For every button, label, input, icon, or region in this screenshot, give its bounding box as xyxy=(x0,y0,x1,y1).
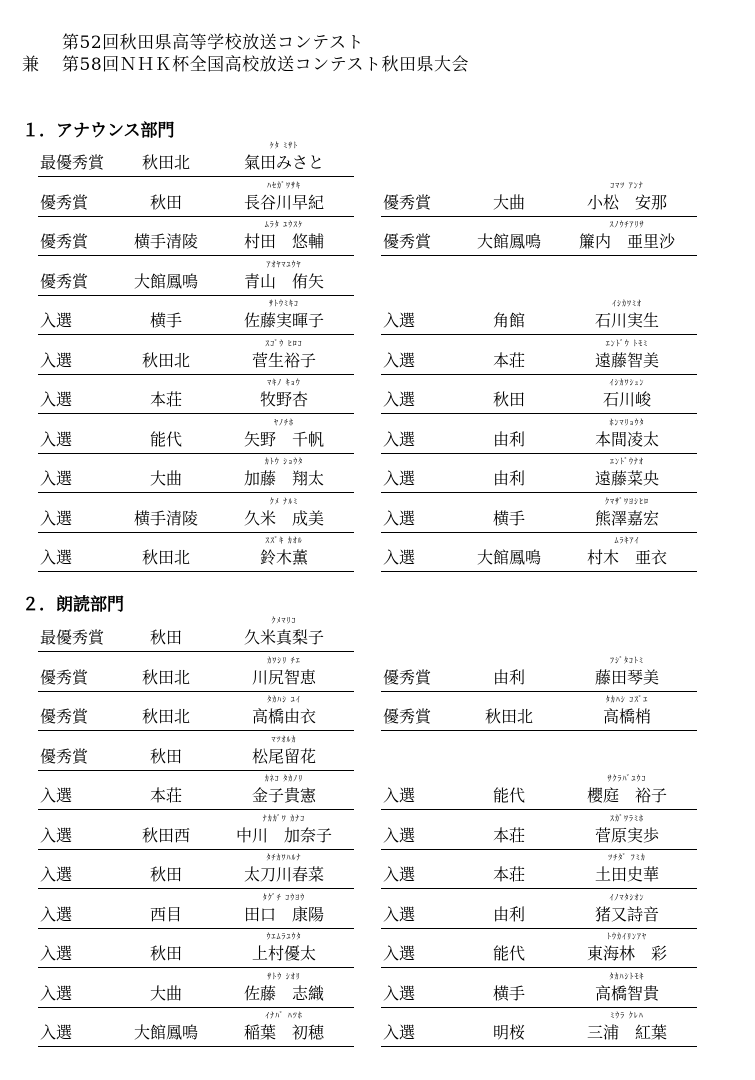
school-name: 秋田北 xyxy=(141,667,190,687)
result-row xyxy=(381,813,697,850)
result-row xyxy=(38,971,354,1008)
student-name: 川尻智恵 xyxy=(251,667,316,687)
name-furigana: ｲﾉﾏﾀｼｵﾝ xyxy=(609,892,645,902)
school-name: 大曲 xyxy=(149,469,182,488)
student-name: 佐藤 志織 xyxy=(243,983,324,1003)
name-furigana: ﾂﾁﾀﾞ ﾌﾐｶ xyxy=(608,853,646,862)
award-label: 優秀賞 xyxy=(383,707,432,726)
school-name: 由利 xyxy=(492,667,525,687)
name-furigana: ｻﾄｳﾐｷｺ xyxy=(269,299,299,308)
name-furigana: ｻﾄｳ ｼｵﾘ xyxy=(267,971,301,981)
student-name: 石川実生 xyxy=(594,311,659,330)
award-label: 入選 xyxy=(40,429,73,449)
result-row xyxy=(381,655,697,692)
student-name: 高橋智貴 xyxy=(594,983,659,1003)
name-furigana: ｺﾏﾂ ｱﾝﾅ xyxy=(610,180,644,190)
name-furigana: ｻｸﾗﾊﾞﾕｳｺ xyxy=(607,774,647,783)
student-name: 佐藤実暉子 xyxy=(243,311,324,330)
name-furigana: ｳｴﾑﾗﾕｳﾀ xyxy=(266,932,302,941)
award-label: 入選 xyxy=(383,429,416,449)
student-name: 稲葉 初穂 xyxy=(243,1023,324,1042)
school-name: 大館鳳鳴 xyxy=(133,1023,198,1042)
result-row xyxy=(381,535,697,572)
award-label: 入選 xyxy=(40,786,73,805)
result-row xyxy=(38,377,354,414)
result-row xyxy=(381,852,697,889)
award-label: 入選 xyxy=(40,548,73,567)
student-name: 土田史華 xyxy=(594,865,659,884)
student-name: 猪又詩音 xyxy=(594,904,659,924)
school-name: 大館鳳鳴 xyxy=(476,548,541,567)
result-row xyxy=(381,219,697,256)
name-furigana: ｶﾄｳ ｼｮｳﾀ xyxy=(264,457,304,466)
student-name: 加藤 翔太 xyxy=(243,469,324,488)
name-furigana: ｽｽﾞｷ ｶｵﾙ xyxy=(265,536,303,545)
student-name: 菅生裕子 xyxy=(251,350,316,370)
award-label: 入選 xyxy=(383,390,416,409)
student-name: 氣田みさと xyxy=(243,153,324,172)
student-name: 高橋由衣 xyxy=(251,707,316,726)
result-row xyxy=(38,931,354,968)
award-label: 入選 xyxy=(40,1023,73,1042)
award-label: 入選 xyxy=(40,865,73,884)
contest-title: 第52回秋田県高等学校放送コンテスト xyxy=(62,33,364,53)
result-row xyxy=(38,259,354,296)
student-name: 小松 安那 xyxy=(586,192,667,212)
name-furigana: ﾀｶﾊｼ ﾕｲ xyxy=(267,695,301,704)
award-label: 優秀賞 xyxy=(383,192,432,212)
name-furigana: ｽｶﾞﾜﾗﾐﾎ xyxy=(610,813,644,823)
school-name: 明桜 xyxy=(492,1023,525,1042)
name-furigana: ｹﾀ ﾐｻﾄ xyxy=(269,141,299,150)
student-name: 田口 康陽 xyxy=(243,904,324,924)
result-row xyxy=(381,496,697,533)
result-row xyxy=(381,971,697,1008)
student-name: 藤田琴美 xyxy=(594,667,659,687)
award-label: 優秀賞 xyxy=(383,667,432,687)
result-row xyxy=(38,535,354,572)
name-furigana: ﾐｳﾗ ｸﾚﾊ xyxy=(610,1011,644,1020)
school-name: 本荘 xyxy=(492,825,525,845)
result-row xyxy=(38,773,354,810)
school-name: 能代 xyxy=(492,786,525,805)
school-name: 由利 xyxy=(492,469,525,488)
result-row xyxy=(381,1010,697,1047)
school-name: 大曲 xyxy=(149,983,182,1003)
student-name: 遠藤菜央 xyxy=(594,469,659,488)
name-furigana: ﾑﾗｷｱｲ xyxy=(614,536,640,545)
student-name: 東海林 彩 xyxy=(586,944,667,963)
award-label: 入選 xyxy=(40,944,73,963)
award-label: 優秀賞 xyxy=(40,192,89,212)
school-name: 角館 xyxy=(492,311,525,330)
name-furigana: ｴﾝﾄﾞｳ ﾄﾓﾐ xyxy=(605,338,649,348)
award-label: 入選 xyxy=(40,508,73,528)
student-name: 櫻庭 裕子 xyxy=(586,786,667,805)
result-row xyxy=(38,338,354,375)
result-row xyxy=(38,655,354,692)
school-name: 由利 xyxy=(492,429,525,449)
result-row xyxy=(38,496,354,533)
result-row xyxy=(38,852,354,889)
award-label: 入選 xyxy=(383,904,416,924)
name-furigana: ｽｺﾞｳ ﾋﾛｺ xyxy=(265,338,303,348)
result-row xyxy=(381,456,697,493)
school-name: 秋田北 xyxy=(141,548,190,567)
student-name: 青山 侑矢 xyxy=(243,271,324,291)
student-name: 簾内 亜里沙 xyxy=(578,232,675,251)
school-name: 秋田北 xyxy=(141,153,190,172)
school-name: 本荘 xyxy=(492,350,525,370)
name-furigana: ｲｼｶﾜｼｭﾝ xyxy=(609,378,645,387)
award-label: 入選 xyxy=(383,983,416,1003)
award-label: 優秀賞 xyxy=(40,667,89,687)
result-row xyxy=(38,615,354,652)
result-row xyxy=(381,931,697,968)
school-name: 秋田 xyxy=(149,192,182,212)
result-row xyxy=(38,456,354,493)
result-row xyxy=(38,892,354,929)
name-furigana: ｶﾈｺ ﾀｶﾉﾘ xyxy=(264,774,304,783)
name-furigana: ｲﾅﾊﾞ ﾊﾂﾎ xyxy=(265,1011,303,1020)
name-furigana: ｸﾒ ﾅﾙﾐ xyxy=(269,496,299,506)
award-label: 最優秀賞 xyxy=(40,628,105,647)
school-name: 秋田北 xyxy=(141,350,190,370)
name-furigana: ﾀｸﾞﾁ ｺｳﾖｳ xyxy=(262,892,306,902)
student-name: 村田 悠輔 xyxy=(243,232,324,251)
contest-subtitle: 第58回ＮＨＫ杯全国高校放送コンテスト秋田県大会 xyxy=(62,55,469,75)
name-furigana: ﾑﾗﾀ ﾕｳｽｹ xyxy=(264,220,304,229)
student-name: 太刀川春菜 xyxy=(243,865,324,884)
award-label: 入選 xyxy=(383,1023,416,1042)
student-name: 本間凌太 xyxy=(594,429,659,449)
award-label: 優秀賞 xyxy=(40,746,89,766)
school-name: 秋田 xyxy=(492,390,525,409)
award-label: 入選 xyxy=(40,469,73,488)
result-row xyxy=(38,219,354,256)
school-name: 横手清陵 xyxy=(133,232,198,251)
school-name: 西目 xyxy=(149,904,182,924)
name-furigana: ﾎﾝﾏﾘｮｳﾀ xyxy=(609,417,645,427)
result-row xyxy=(38,140,354,177)
school-name: 大館鳳鳴 xyxy=(476,232,541,251)
name-furigana: ｲｼｶﾜﾐｵ xyxy=(612,299,642,308)
award-label: 優秀賞 xyxy=(40,232,89,251)
name-furigana: ﾀｶﾊｼ ｺｽﾞｴ xyxy=(605,695,649,704)
award-label: 入選 xyxy=(383,469,416,488)
name-furigana: ﾄｳｶｲﾘﾝｱﾔ xyxy=(607,932,647,941)
name-furigana: ｸﾒﾏﾘｺ xyxy=(271,616,297,625)
name-furigana: ｶﾜｼﾘ ﾁｴ xyxy=(267,655,301,665)
school-name: 横手 xyxy=(492,983,525,1003)
award-label: 入選 xyxy=(40,390,73,409)
award-label: 入選 xyxy=(40,311,73,330)
name-furigana: ﾅｶｶﾞﾜ ｶﾅｺ xyxy=(262,813,306,823)
school-name: 秋田北 xyxy=(141,707,190,726)
name-furigana: ｽﾉｳﾁｱﾘｻ xyxy=(609,220,645,229)
student-name: 石川峻 xyxy=(602,390,651,409)
name-furigana: ﾊｾｶﾞﾜｻｷ xyxy=(267,180,301,190)
school-name: 横手 xyxy=(492,508,525,528)
student-name: 菅原実歩 xyxy=(594,825,659,845)
name-furigana: ﾌｼﾞﾀｺﾄﾐ xyxy=(610,655,644,665)
title-prefix: 兼 xyxy=(22,55,39,75)
result-row xyxy=(38,734,354,771)
award-label: 入選 xyxy=(383,311,416,330)
result-row xyxy=(381,298,697,335)
school-name: 秋田西 xyxy=(141,825,190,845)
award-label: 入選 xyxy=(40,904,73,924)
award-label: 優秀賞 xyxy=(40,271,89,291)
student-name: 金子貴憲 xyxy=(251,786,316,805)
name-furigana: ﾀｶﾊｼﾄﾓｷ xyxy=(609,971,645,981)
student-name: 三浦 紅葉 xyxy=(586,1023,667,1042)
result-row xyxy=(381,773,697,810)
result-row xyxy=(38,298,354,335)
student-name: 矢野 千帆 xyxy=(243,429,324,449)
award-label: 入選 xyxy=(383,350,416,370)
name-furigana: ﾏﾂｵﾙｶ xyxy=(271,734,297,744)
award-label: 入選 xyxy=(383,786,416,805)
school-name: 大館鳳鳴 xyxy=(133,271,198,291)
result-row xyxy=(381,338,697,375)
award-label: 入選 xyxy=(383,944,416,963)
school-name: 本荘 xyxy=(149,786,182,805)
student-name: 中川 加奈子 xyxy=(235,825,332,845)
student-name: 上村優太 xyxy=(251,944,316,963)
result-row xyxy=(381,180,697,217)
award-label: 優秀賞 xyxy=(383,232,432,251)
school-name: 秋田北 xyxy=(484,707,533,726)
name-furigana: ﾏｷﾉ ｷｮｳ xyxy=(267,378,301,387)
school-name: 本荘 xyxy=(149,390,182,409)
award-label: 入選 xyxy=(40,350,73,370)
school-name: 秋田 xyxy=(149,628,182,647)
result-row xyxy=(38,1010,354,1047)
student-name: 鈴木薫 xyxy=(259,548,308,567)
result-row xyxy=(381,694,697,731)
result-row xyxy=(381,892,697,929)
result-row xyxy=(38,180,354,217)
student-name: 久米 成美 xyxy=(243,508,324,528)
result-row xyxy=(38,813,354,850)
student-name: 高橋梢 xyxy=(602,707,651,726)
name-furigana: ﾀﾁｶﾜﾊﾙﾅ xyxy=(266,853,302,862)
student-name: 久米真梨子 xyxy=(243,628,324,647)
result-row xyxy=(381,417,697,454)
school-name: 横手清陵 xyxy=(133,508,198,528)
school-name: 能代 xyxy=(149,429,182,449)
school-name: 本荘 xyxy=(492,865,525,884)
student-name: 村木 亜衣 xyxy=(586,548,667,567)
student-name: 牧野杏 xyxy=(259,390,308,409)
name-furigana: ﾔﾉﾁﾎ xyxy=(274,417,294,427)
student-name: 熊澤嘉宏 xyxy=(594,508,659,528)
award-label: 入選 xyxy=(383,865,416,884)
section-title-reading: ２．朗読部門 xyxy=(22,595,124,615)
school-name: 横手 xyxy=(149,311,182,330)
award-label: 入選 xyxy=(383,825,416,845)
section-title-announcement: １．アナウンス部門 xyxy=(22,121,175,141)
result-row xyxy=(38,417,354,454)
school-name: 大曲 xyxy=(492,192,525,212)
award-label: 優秀賞 xyxy=(40,707,89,726)
school-name: 秋田 xyxy=(149,746,182,766)
name-furigana: ｱｵﾔﾏﾕｳﾔ xyxy=(266,259,302,269)
school-name: 能代 xyxy=(492,944,525,963)
name-furigana: ｴﾝﾄﾞｳﾅｵ xyxy=(610,457,644,466)
school-name: 秋田 xyxy=(149,944,182,963)
result-row xyxy=(381,377,697,414)
award-label: 入選 xyxy=(383,548,416,567)
award-label: 入選 xyxy=(40,825,73,845)
student-name: 遠藤智美 xyxy=(594,350,659,370)
student-name: 長谷川早紀 xyxy=(243,192,324,212)
award-label: 入選 xyxy=(40,983,73,1003)
school-name: 秋田 xyxy=(149,865,182,884)
name-furigana: ｸﾏｻﾞﾜﾖｼﾋﾛ xyxy=(605,496,649,506)
school-name: 由利 xyxy=(492,904,525,924)
result-row xyxy=(38,694,354,731)
award-label: 最優秀賞 xyxy=(40,153,105,172)
award-label: 入選 xyxy=(383,508,416,528)
student-name: 松尾留花 xyxy=(251,746,316,766)
